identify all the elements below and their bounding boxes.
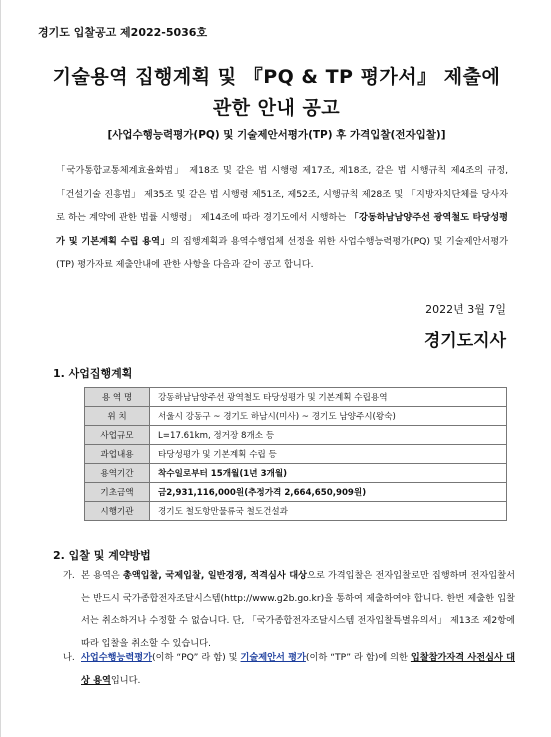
list-marker: 나.	[63, 652, 75, 663]
item-ga-text-2: 으로 가격입찰은 전자입찰로만 집행하며 전자입찰서는 반드시 국가종합전자조달시스템(http://www.g2b.go.kr)을 통하여 제출하여야 합니다. 한번 제출한 입찰서는 취소하거나 수정할 수 없습니다. 단, 「국가종합전자조달시스템 전자입찰특별유의서」 제13조 제2항에 따라 입찰을 취소할 수 있습니다.	[81, 570, 515, 649]
item-na-text-2: (이하 “TP” 라 함)에 의한	[305, 652, 411, 663]
notice-date: 2022년 3월 7일	[425, 303, 506, 316]
notice-number: 경기도 입찰공고 제2022-5036호	[38, 26, 208, 39]
table-row	[85, 502, 507, 521]
intro-project-name: 「강동하남남양주선 광역철도 타당성평가 및 기본계획 수립 용역」	[56, 212, 508, 247]
item-na-text-3: 입니다.	[110, 674, 141, 686]
table-row	[85, 426, 507, 445]
intro-text-2: 의 집행계획과 용역수행업체 선정을 위한 사업수행능력평가(PQ) 및 기술제안서평가(TP) 평가자료 제출안내에 관한 사항을 다음과 같이 공고 합니다.	[56, 235, 509, 271]
table-row-label: 사업규모	[85, 426, 150, 445]
list-item-body	[81, 565, 515, 655]
plan-table	[84, 387, 507, 521]
item-na-tp: 기술제안서 평가	[240, 652, 306, 663]
table-row	[85, 445, 507, 464]
item-na-pq: 사업수행능력평가	[81, 652, 153, 663]
table-row-label: 위 치	[85, 407, 150, 426]
intro-paragraph	[56, 159, 508, 277]
table-row-label: 용역기간	[85, 464, 150, 483]
list-item-body	[81, 647, 515, 692]
item-na-text-1: (이하 “PQ” 라 함) 및	[152, 652, 241, 663]
list-item-na	[63, 647, 515, 692]
section-2-title: 2. 입찰 및 계약방법	[53, 549, 151, 562]
intro-text-1: 「국가통합교통체계효율화법」 제18조 및 같은 법 시행령 제17조, 제18조, 같은 법 시행규칙 제4조의 규정, 「건설기술 진흥법」 제35조 및 같은 법 시행령 제51조, 제52조, 시행규칙 제28조 및 「지방자치단체를 당사자로 하는 계약에 관한 법률 시행령」 제14조에 따라 경기도에서 시행하는	[56, 165, 508, 224]
list-marker: 가.	[63, 570, 75, 581]
page-title: 기술용역 집행계획 및 『PQ & TP 평가서』 제출에	[52, 66, 501, 88]
table-row-value: 서울시 강동구 ~ 경기도 하남시(미사) ~ 경기도 남양주시(왕숙)	[150, 407, 507, 426]
table-row-value: 금2,931,116,000원(추정가격 2,664,650,909원)	[150, 483, 507, 502]
table-row-label: 용 역 명	[85, 388, 150, 407]
table-row-label: 기초금액	[85, 483, 150, 502]
signature: 경기도지사	[423, 331, 506, 351]
table-row	[85, 407, 507, 426]
page-title-line2: 관한 안내 공고	[212, 97, 341, 119]
table-row-label: 시행기관	[85, 502, 150, 521]
item-na-prequal: 입찰참가자격 사전심사 대상 용역	[81, 652, 515, 686]
table-row	[85, 483, 507, 502]
section-1-title: 1. 사업집행계획	[53, 367, 133, 380]
table-row	[85, 464, 507, 483]
list-item-ga	[63, 565, 515, 655]
table-row-value: 경기도 철도항만물류국 철도건설과	[150, 502, 507, 521]
table-row-value: 착수일로부터 15개월(1년 3개월)	[150, 464, 507, 483]
item-ga-text-1: 본 용역은	[81, 570, 123, 581]
table-row-value: L=17.61km, 정거장 8개소 등	[150, 426, 507, 445]
table-row-value: 강동하남남양주선 광역철도 타당성평가 및 기본계획 수립용역	[150, 388, 507, 407]
table-row	[85, 388, 507, 407]
item-ga-bid-type: 총액입찰, 국제입찰, 일반경쟁, 적격심사 대상	[122, 570, 307, 581]
table-row-label: 과업내용	[85, 445, 150, 464]
table-row-value: 타당성평가 및 기본계획 수립 등	[150, 445, 507, 464]
page-subtitle: [사업수행능력평가(PQ) 및 기술제안서평가(TP) 후 가격입찰(전자입찰)]	[107, 129, 446, 141]
